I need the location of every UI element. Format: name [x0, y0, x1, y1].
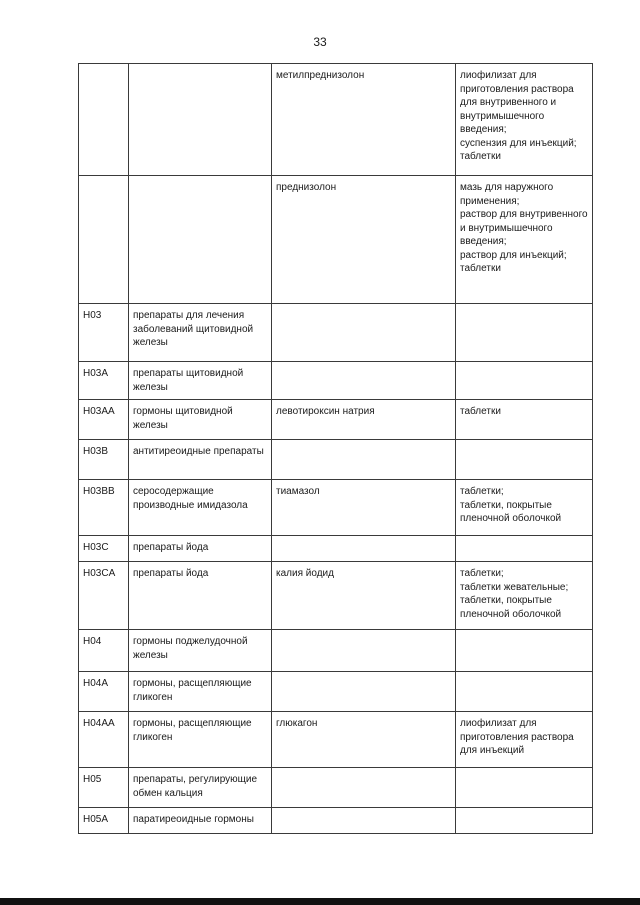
atc-code-cell: H04A	[79, 672, 129, 712]
table-row	[79, 176, 593, 304]
drug-name-cell	[272, 808, 456, 834]
drug-name-cell: тиамазол	[272, 480, 456, 536]
group-name-cell	[129, 176, 272, 304]
group-name-cell: препараты щитовидной железы	[129, 362, 272, 400]
drug-name-cell	[272, 304, 456, 362]
group-name-cell: гормоны, расщепляющие гликоген	[129, 672, 272, 712]
drug-name-cell: глюкагон	[272, 712, 456, 768]
group-name-cell: антитиреоидные препараты	[129, 440, 272, 480]
table-row	[79, 808, 593, 834]
table-row	[79, 768, 593, 808]
group-name-cell: препараты для лечения заболеваний щитовидной железы	[129, 304, 272, 362]
table-row	[79, 64, 593, 176]
dosage-form-cell: мазь для наружного применения; раствор для внутривенного и внутримышечного введения; раствор для инъекций; таблетки	[456, 176, 593, 304]
dosage-form-cell: лиофилизат для приготовления раствора для внутривенного и внутримышечного введения; суспензия для инъекций; таблетки	[456, 64, 593, 176]
dosage-form-cell: лиофилизат для приготовления раствора для инъекций	[456, 712, 593, 768]
atc-code-cell: H03BB	[79, 480, 129, 536]
table-row	[79, 362, 593, 400]
table-row	[79, 562, 593, 630]
group-name-cell: препараты йода	[129, 536, 272, 562]
drug-name-cell	[272, 362, 456, 400]
table-row	[79, 630, 593, 672]
scan-edge-bar	[0, 898, 640, 905]
dosage-form-cell	[456, 536, 593, 562]
drug-name-cell: преднизолон	[272, 176, 456, 304]
table-row	[79, 536, 593, 562]
group-name-cell: гормоны, расщепляющие гликоген	[129, 712, 272, 768]
atc-code-cell: H03CA	[79, 562, 129, 630]
dosage-form-cell	[456, 304, 593, 362]
atc-code-cell: H03	[79, 304, 129, 362]
atc-code-cell: H05A	[79, 808, 129, 834]
atc-code-cell	[79, 64, 129, 176]
dosage-form-cell: таблетки; таблетки, покрытые пленочной оболочкой	[456, 480, 593, 536]
dosage-form-cell: таблетки; таблетки жевательные; таблетки, покрытые пленочной оболочкой	[456, 562, 593, 630]
table-row	[79, 672, 593, 712]
drug-name-cell	[272, 672, 456, 712]
group-name-cell: гормоны щитовидной железы	[129, 400, 272, 440]
group-name-cell: паратиреоидные гормоны	[129, 808, 272, 834]
drug-name-cell: метилпреднизолон	[272, 64, 456, 176]
drug-name-cell: левотироксин натрия	[272, 400, 456, 440]
atc-code-cell: H03C	[79, 536, 129, 562]
dosage-form-cell	[456, 440, 593, 480]
group-name-cell: препараты, регулирующие обмен кальция	[129, 768, 272, 808]
atc-code-cell: H04	[79, 630, 129, 672]
dosage-form-cell	[456, 768, 593, 808]
page-number: 33	[313, 35, 327, 49]
dosage-form-cell	[456, 362, 593, 400]
drug-name-cell	[272, 440, 456, 480]
drug-name-cell	[272, 536, 456, 562]
atc-code-cell: H05	[79, 768, 129, 808]
drug-name-cell: калия йодид	[272, 562, 456, 630]
drug-table-body	[79, 64, 593, 834]
dosage-form-cell: таблетки	[456, 400, 593, 440]
atc-code-cell: H03AA	[79, 400, 129, 440]
drug-name-cell	[272, 768, 456, 808]
table-row	[79, 712, 593, 768]
table-row	[79, 304, 593, 362]
drug-table	[78, 63, 593, 834]
atc-code-cell	[79, 176, 129, 304]
table-row	[79, 400, 593, 440]
drug-name-cell	[272, 630, 456, 672]
dosage-form-cell	[456, 808, 593, 834]
atc-code-cell: H04AA	[79, 712, 129, 768]
atc-code-cell: H03B	[79, 440, 129, 480]
dosage-form-cell	[456, 672, 593, 712]
group-name-cell: гормоны поджелудочной железы	[129, 630, 272, 672]
table-row	[79, 480, 593, 536]
group-name-cell	[129, 64, 272, 176]
group-name-cell: препараты йода	[129, 562, 272, 630]
dosage-form-cell	[456, 630, 593, 672]
table-row	[79, 440, 593, 480]
group-name-cell: серосодержащие производные имидазола	[129, 480, 272, 536]
atc-code-cell: H03A	[79, 362, 129, 400]
